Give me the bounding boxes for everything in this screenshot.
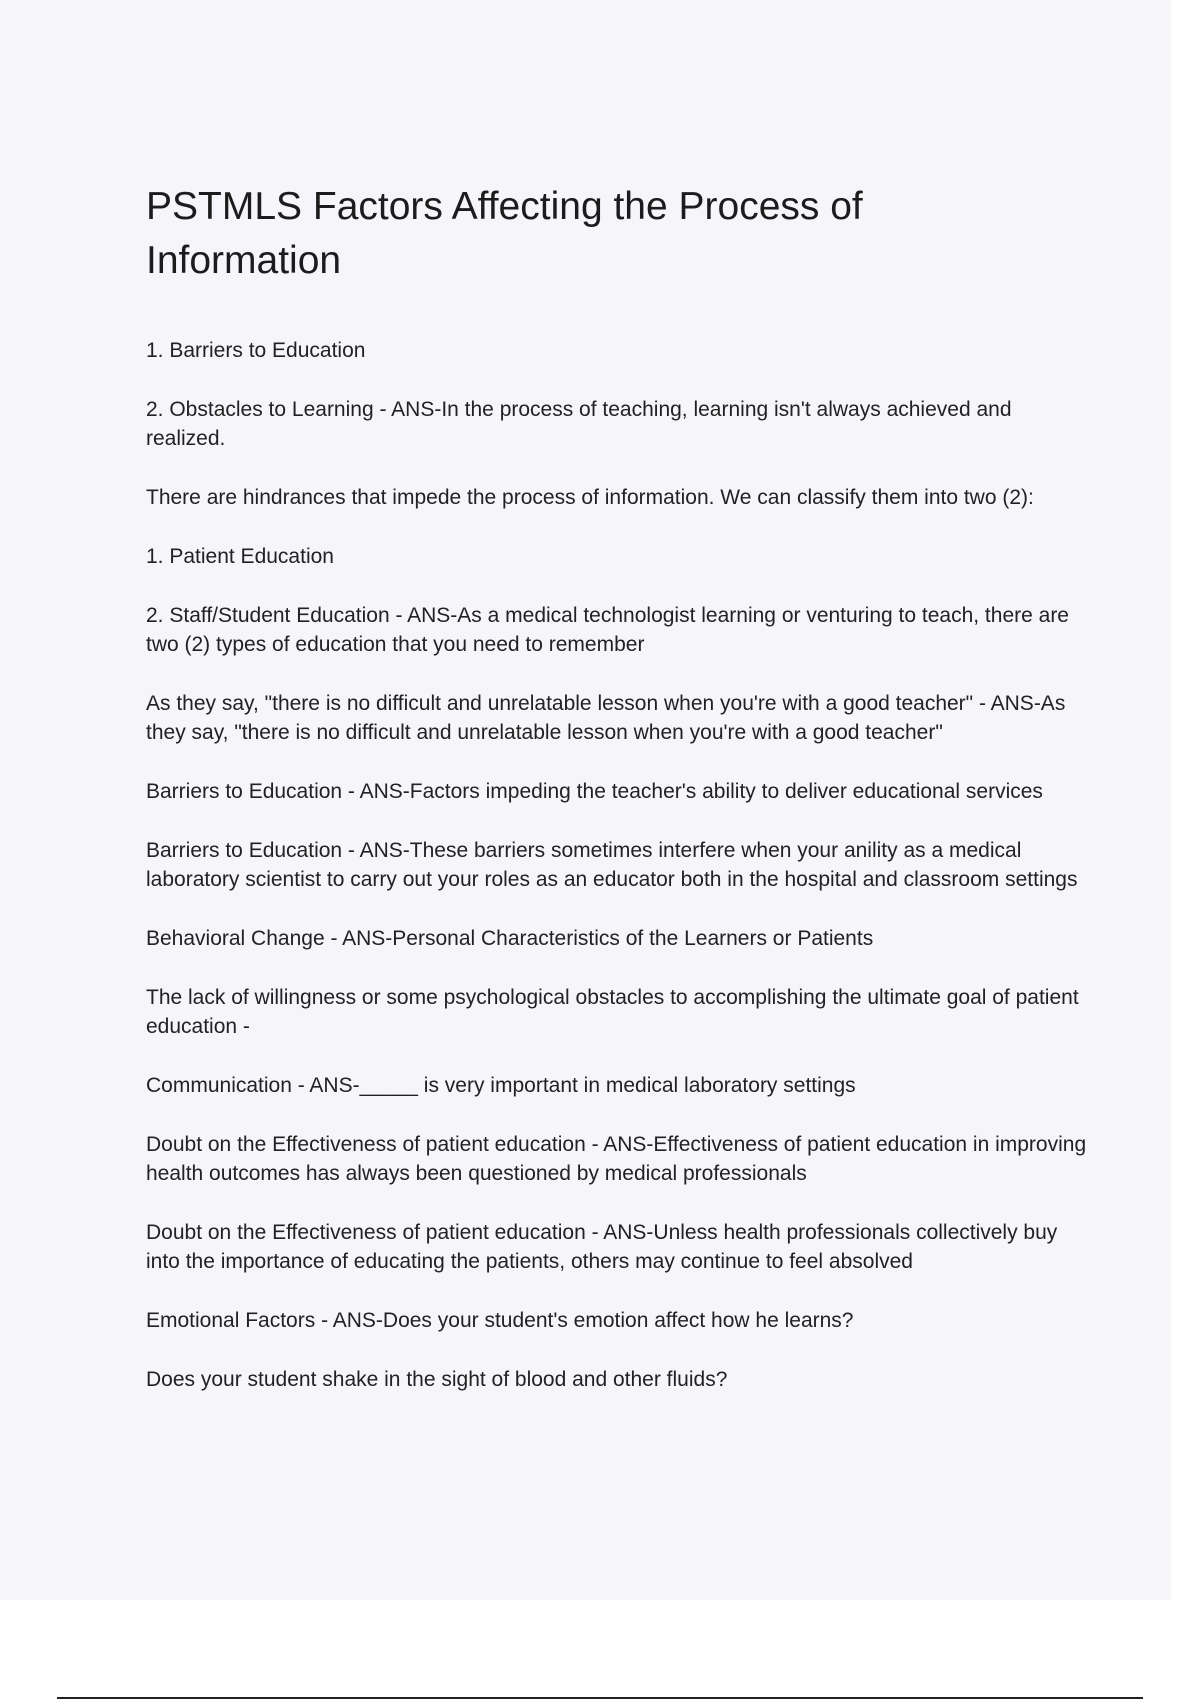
document-title: PSTMLS Factors Affecting the Process of Information [146,185,863,282]
paragraph-5: 2. Staff/Student Education - ANS-As a medical technologist learning or venturing to teach, there are two (2) types of education that you need to remember [146,604,1069,656]
paragraph-9: Behavioral Change - ANS-Personal Characteristics of the Learners or Patients [146,927,874,950]
paragraph-15: Does your student shake in the sight of blood and other fluids? [146,1368,728,1391]
paragraph-8: Barriers to Education - ANS-These barriers sometimes interfere when your anility as a medical laboratory scientist to carry out your roles as an educator both in the hospital and classroom settings [146,839,1078,891]
paragraph-11: Communication - ANS-_____ is very important in medical laboratory settings [146,1074,856,1097]
paragraph-7: Barriers to Education - ANS-Factors impeding the teacher's ability to deliver educational services [146,780,1043,803]
paragraph-12: Doubt on the Effectiveness of patient education - ANS-Effectiveness of patient education in improving health outcomes has always been questioned by medical professionals [146,1133,1087,1185]
footer-divider [57,1697,1143,1699]
paragraph-6: As they say, "there is no difficult and unrelatable lesson when you're with a good teacher" - ANS-As they say, "there is no difficult and unrelatable lesson when you're with a good teacher" [146,692,1066,744]
paragraph-13: Doubt on the Effectiveness of patient education - ANS-Unless health professionals collectively buy into the importance of educating the patients, others may continue to feel absolved [146,1221,1058,1273]
paragraph-14: Emotional Factors - ANS-Does your student's emotion affect how he learns? [146,1309,854,1332]
paragraph-4: 1. Patient Education [146,545,334,568]
paragraph-3: There are hindrances that impede the process of information. We can classify them into two (2): [146,486,1034,509]
paragraph-10: The lack of willingness or some psychological obstacles to accomplishing the ultimate goal of patient education - [146,986,1079,1038]
paragraph-1: 1. Barriers to Education [146,339,366,362]
document-content [146,180,1096,1424]
paragraph-2: 2. Obstacles to Learning - ANS-In the process of teaching, learning isn't always achieved and realized. [146,398,1012,450]
